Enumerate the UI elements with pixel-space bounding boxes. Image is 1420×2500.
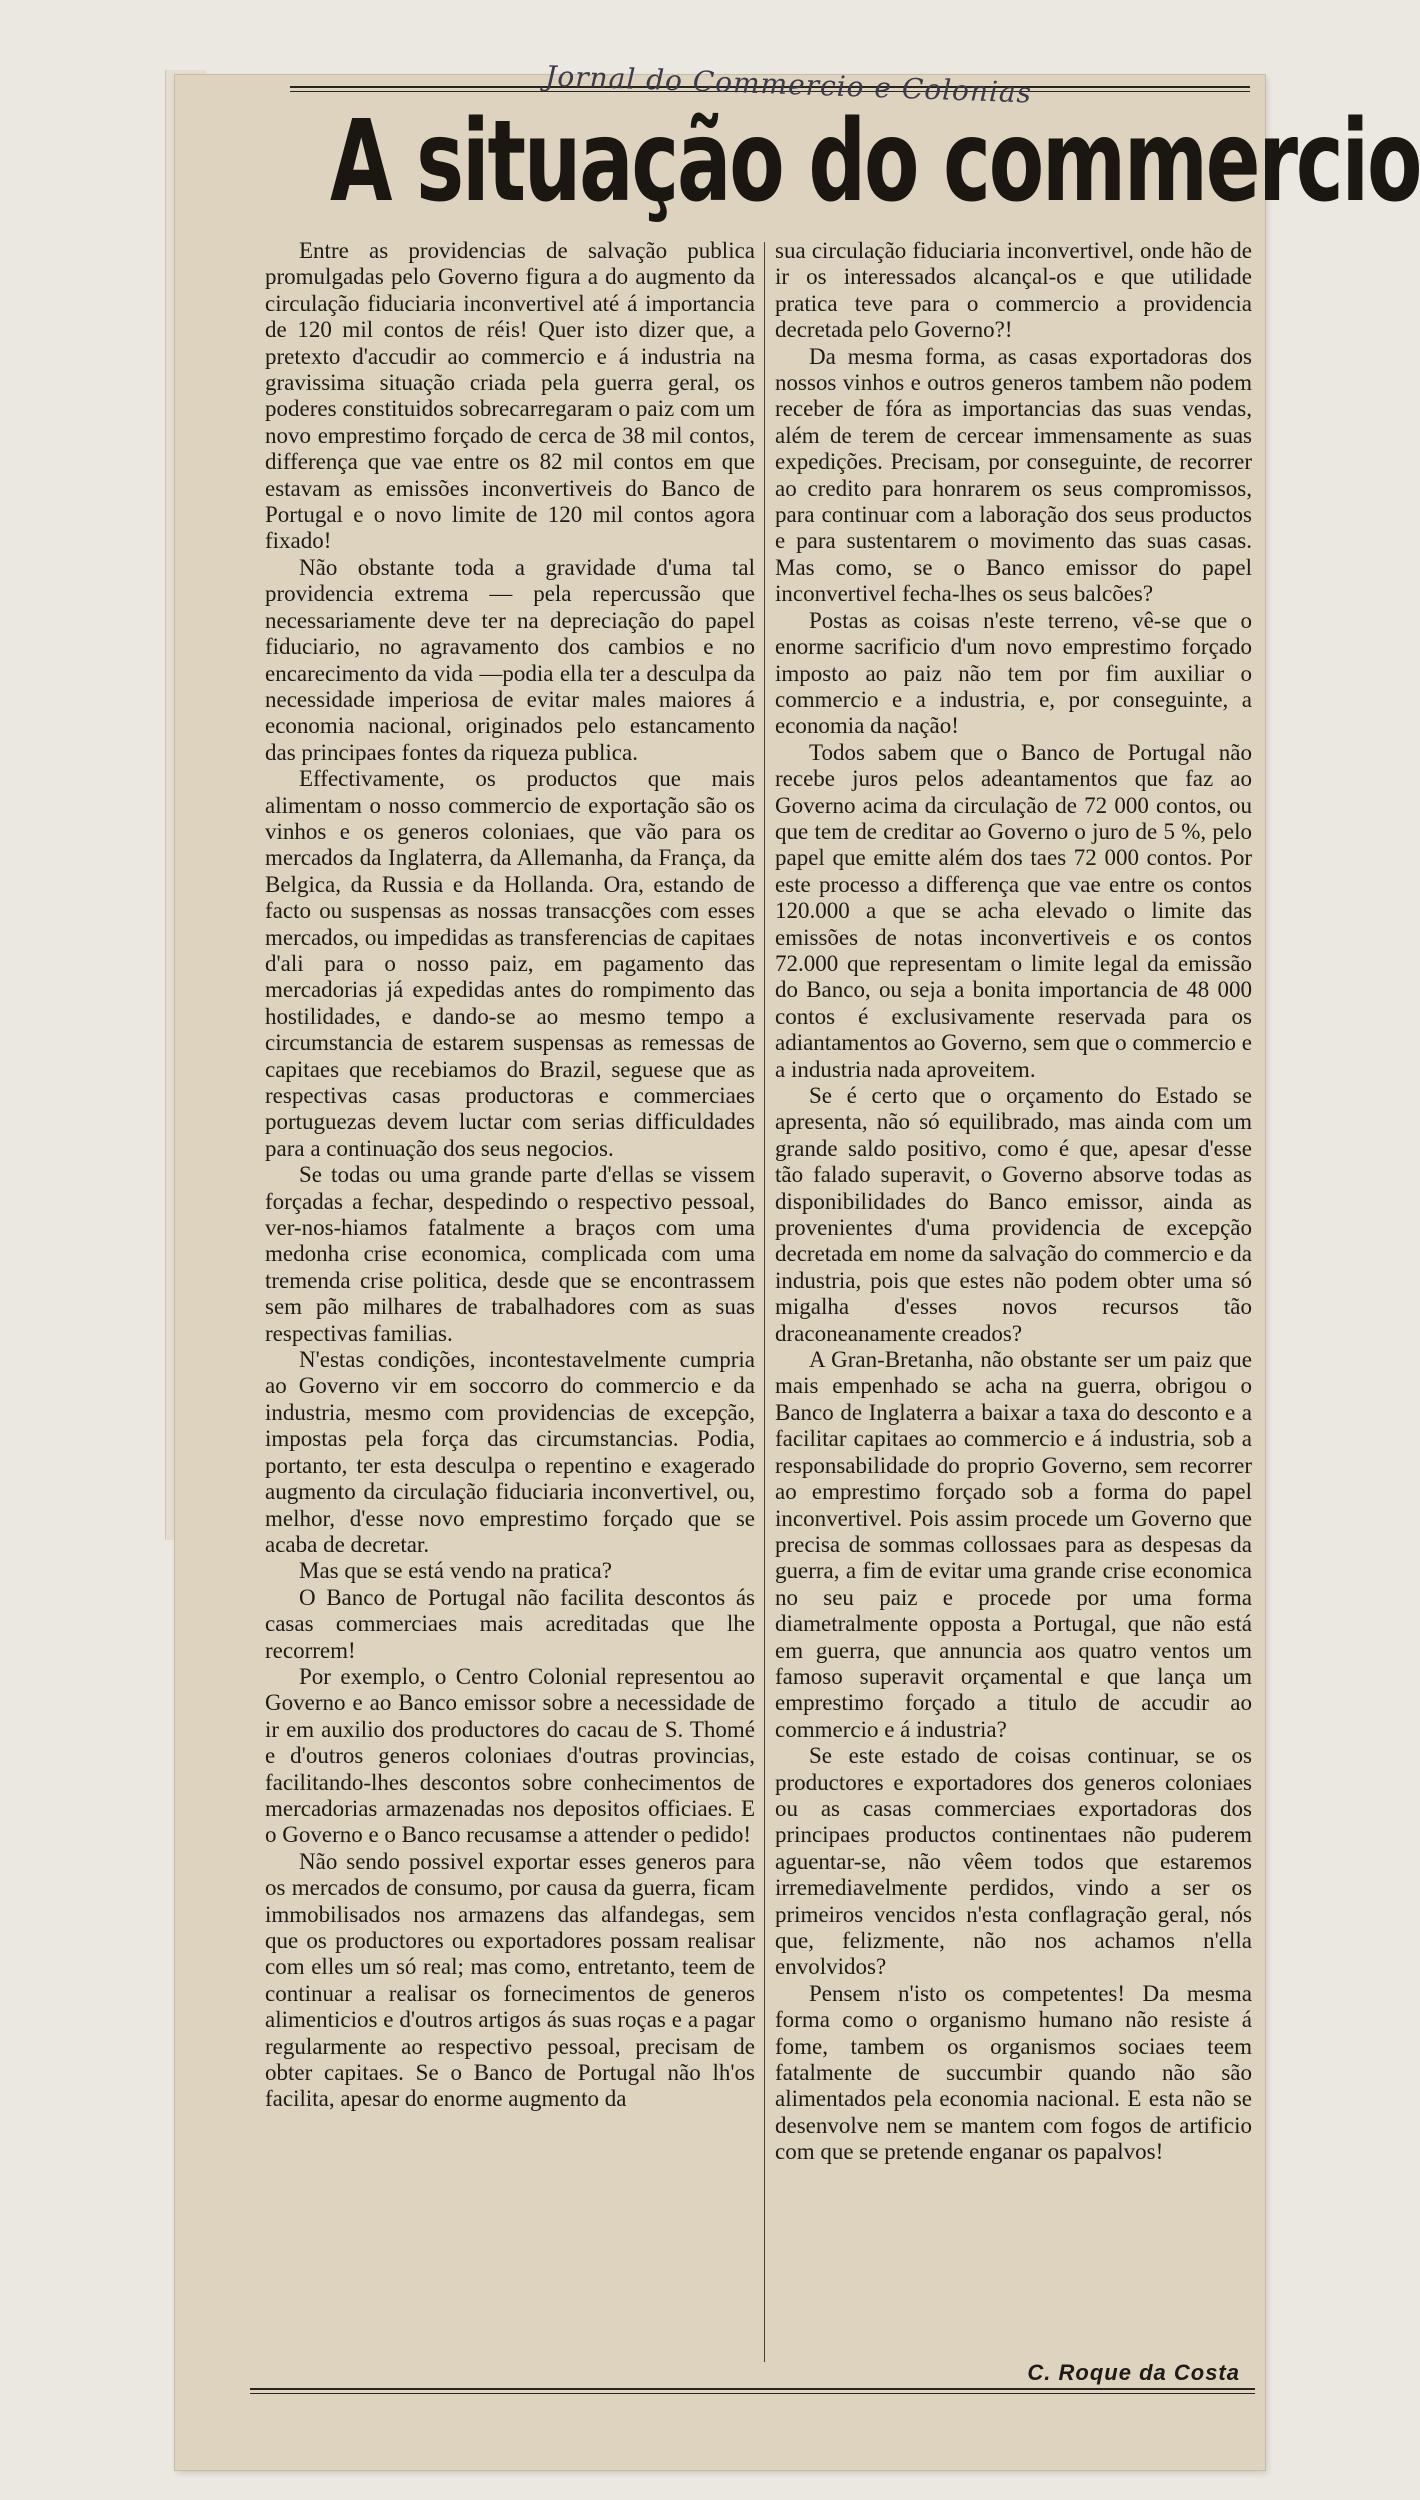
- article-headline: A situação do commercio: [330, 97, 1420, 227]
- paragraph: O Banco de Portugal não facilita descontos ás casas commerciaes mais acreditadas que lhe recorrem!: [265, 1584, 755, 1663]
- paragraph: Se todas ou uma grande parte d'ellas se vissem forçadas a fechar, despedindo o respectivo pessoal, ver-nos-hiamos fatalmente a braços com uma medonha crise economica, complicada com uma tremenda crise politica, desde que se encontrassem sem pão milhares de trabalhadores com as suas respectivas familias.: [265, 1162, 755, 1346]
- paragraph: Effectivamente, os productos que mais alimentam o nosso commercio de exportação são os vinhos e os generos coloniaes, que vão para os mercados da Inglaterra, da Allemanha, da França, da Belgica, da Russia e da Hollanda. Ora, estando de facto ou suspensas as nossas transacções com esses mercados, ou impedidas as transferencias de capitaes d'ali para o nosso paiz, em pagamento das mercadorias já expedidas antes do rompimento das hostilidades, e dando-se ao mesmo tempo a circumstancia de estarem suspensas as remessas de capitaes que recebiamos do Brazil, seguese que as respectivas casas productoras e commerciaes portuguezas devem luctar com serias difficuldades para a continuação dos seus negocios.: [265, 766, 755, 1161]
- paragraph: Mas que se está vendo na pratica?: [299, 1558, 612, 1584]
- bottom-rule-thin: [250, 2393, 1255, 2394]
- paragraph: Pensem n'isto os competentes! Da mesma forma como o organismo humano não resiste á fome, tambem os organismos sociaes teem fatalmente de succumbir quando não são alimentados pela economia nacional. E esta não se desenvolve nem se mantem com fogos de artificio com que se pretende enganar os papalvos!: [775, 1980, 1252, 2165]
- paragraph: Todos sabem que o Banco de Portugal não recebe juros pelos adeantamentos que faz ao Governo acima da circulação de 72 000 contos, ou que tem de creditar ao Governo o juro de 5 %, pelo papel que emitte além dos taes 72 000 contos. Por este processo a differença que vae entre os contos 120.000 a que se acha elevado o limite das emissões de notas inconvertiveis e os contos 72.000 que representam o limite legal da emissão do Banco, ou seja a bonita importancia de 48 000 contos é exclusivamente reservada para os adiantamentos ao Governo, sem que o commercio e a industria nada aproveitem.: [775, 739, 1252, 1082]
- paragraph: Se é certo que o orçamento do Estado se apresenta, não só equilibrado, mas ainda com um grande saldo positivo, como é que, apesar d'esse tão falado superavit, o Governo absorve todas as disponibilidades do Banco emissor, ainda as provenientes d'uma providencia de excepção decretada em nome da salvação do commercio e da industria, pois que estes não podem obter uma só migalha d'esses novos recursos tão draconeanamente creados?: [775, 1083, 1252, 1346]
- paragraph: Se este estado de coisas continuar, se os productores e exportadores dos generos coloniaes ou as casas commerciaes exportadoras dos principaes productos continentaes não puderem aguentar-se, não vêem todos que estaremos irremediavelmente perdidos, vindo a ser os primeiros vencidos n'esta conflagração geral, nós que, felizmente, não nos achamos n'ella envolvidos?: [775, 1743, 1252, 1980]
- paragraph: Não sendo possivel exportar esses generos para os mercados de consumo, por causa da guerra, ficam immobilisados nos armazens das alfandegas, sem que os productores ou exportadores possam realisar com elles um só real; mas como, entretanto, teem de continuar a realisar os fornecimentos de generos alimenticios e d'outros artigos ás suas roças e a pagar regularmente ao respectivo pessoal, precisam de obter capitaes. Se o Banco de Portugal não lh'os facilita, apesar do enorme augmento da: [265, 1848, 755, 2112]
- right-column: [775, 238, 1252, 2368]
- handwritten-source-note: Jornal do Commercio e Colonias: [544, 59, 1033, 110]
- paragraph: A Gran-Bretanha, não obstante ser um paiz que mais empenhado se acha na guerra, obrigou o Banco de Inglaterra a baixar a taxa do desconto e a facilitar capitaes ao commercio e á industria, sob a responsabilidade do proprio Governo, sem recorrer ao emprestimo forçado sob a forma do papel inconvertivel. Pois assim procede um Governo que precisa de sommas collossaes para as despesas da guerra, a fim de evitar uma grande crise economica no seu paiz e procede por uma forma diametralmente opposta a Portugal, que não está em guerra, que annuncia aos quatro ventos um famoso superavit orçamental e que lança um emprestimo forçado a titulo de accudir ao commercio e á industria?: [775, 1347, 1252, 1742]
- paragraph: Da mesma forma, as casas exportadoras dos nossos vinhos e outros generos tambem não podem receber de fóra as importancias das suas vendas, além de terem de cercear immensamente as suas expedições. Precisam, por conseguinte, de recorrer ao credito para honrarem os seus compromissos, para continuar com a laboração dos seus productos e para sustentarem o movimento das suas casas. Mas como, se o Banco emissor do papel inconvertivel fecha-lhes os seus balcões?: [775, 343, 1252, 607]
- paragraph: Não obstante toda a gravidade d'uma tal providencia extrema — pela repercussão que necessariamente deve ter na depreciação do papel fiduciario, no agravamento dos cambios e no encarecimento da vida —podia ella ter a desculpa da necessidade imperiosa de evitar males maiores á economia nacional, originados pelo estancamento das principaes fontes da riqueza publica.: [265, 554, 755, 765]
- left-column: [265, 238, 755, 2368]
- paragraph: Entre as providencias de salvação publica promulgadas pelo Governo figura a do augmento da circulação fiduciaria inconvertivel até á importancia de 120 mil contos de réis! Quer isto dizer que, a pretexto d'accudir ao commercio e á industria na gravissima situação criada pela guerra geral, os poderes constituidos sobrecarregaram o paiz com um novo emprestimo forçado de cerca de 38 mil contos, differença que vae entre os 82 mil contos em que estavam as emissões inconvertiveis do Banco de Portugal e o novo limite de 120 mil contos agora fixado!: [265, 238, 755, 554]
- paragraph: Postas as coisas n'este terreno, vê-se que o enorme sacrificio d'um novo emprestimo forçado imposto ao paiz não tem por fim auxiliar o commercio e a industria, e, por conseguinte, a economia da nação!: [775, 607, 1252, 739]
- paragraph: Por exemplo, o Centro Colonial representou ao Governo e ao Banco emissor sobre a necessidade de ir em auxilio dos productores do cacau de S. Thomé e d'outros generos coloniaes d'outras provincias, facilitando-lhes descontos sobre conhecimentos de mercadorias armazenadas nos depositos officiaes. E o Governo e o Banco recusamse a attender o pedido!: [265, 1663, 755, 1848]
- column-divider: [764, 242, 765, 2362]
- paragraph: N'estas condições, incontestavelmente cumpria ao Governo vir em soccorro do commercio e da industria, mesmo com providencias de excepção, impostas pela força das circumstancias. Podia, portanto, ter esta desculpa o repentino e exagerado augmento da circulação fiduciaria inconvertivel, ou, melhor, d'esse novo emprestimo forçado que se acaba de decretar.: [265, 1347, 755, 1557]
- author-signature: C. Roque da Costa: [1027, 2360, 1240, 2385]
- paragraph-continuation: sua circulação fiduciaria inconvertivel, onde hão de ir os interessados alcançal-os e que utilidade pratica teve para o commercio a providencia decretada pelo Governo?!: [775, 238, 1252, 343]
- bottom-rule: [250, 2388, 1255, 2390]
